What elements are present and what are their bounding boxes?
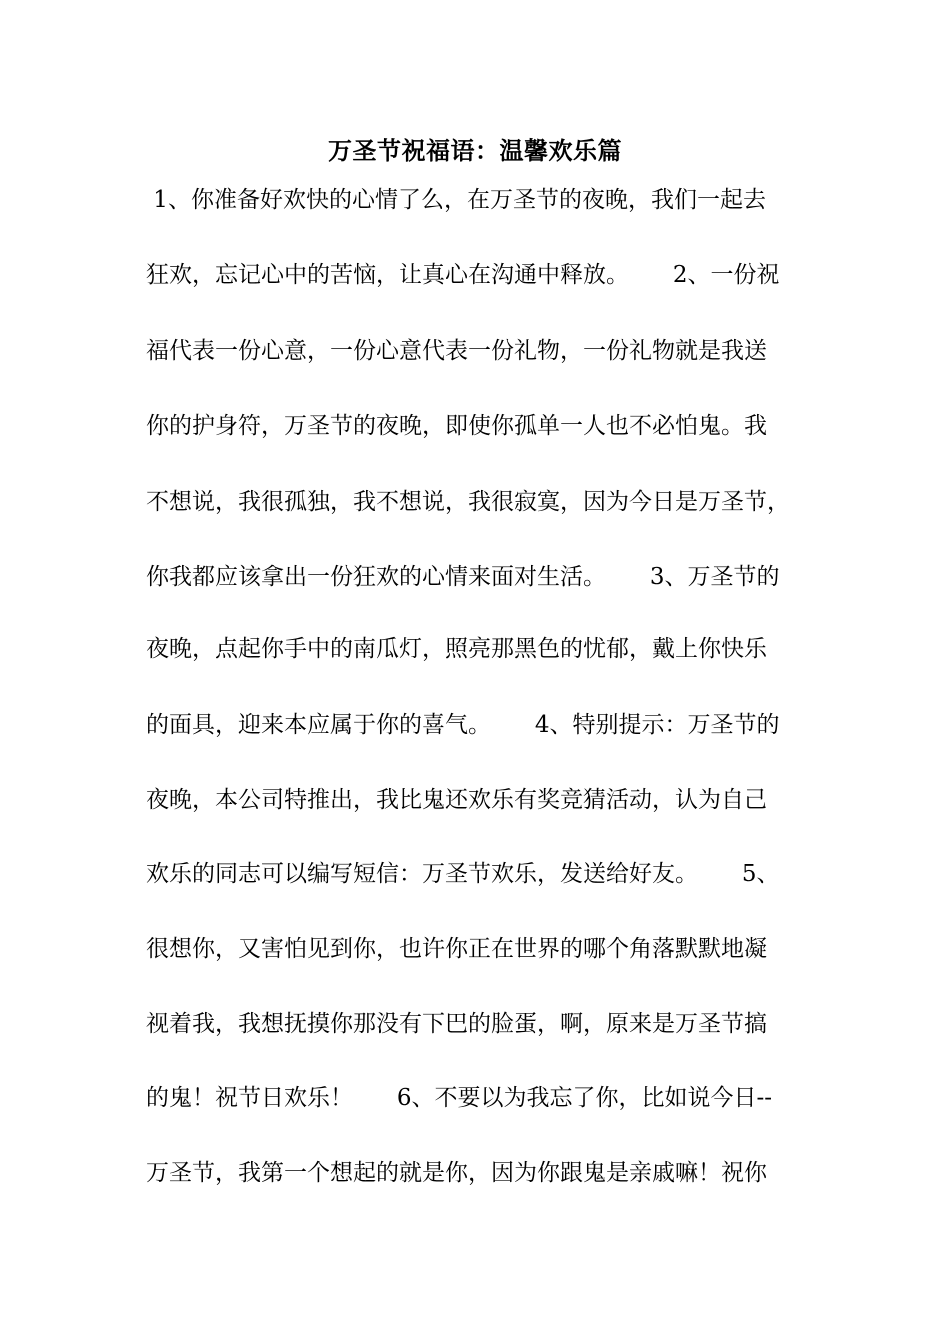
text-line: 视着我，我想抚摸你那没有下巴的脸蛋，啊，原来是万圣节搞 bbox=[146, 1011, 767, 1037]
text-line: 的鬼！祝节日欢乐！ 6、不要以为我忘了你，比如说今日-- bbox=[146, 1085, 773, 1111]
text-line: 万圣节，我第一个想起的就是你，因为你跟鬼是亲戚嘛！祝你 bbox=[146, 1160, 767, 1186]
text-line: 的面具，迎来本应属于你的喜气。 4、特别提示：万圣节的 bbox=[146, 712, 780, 738]
text-line: 福代表一份心意，一份心意代表一份礼物，一份礼物就是我送 bbox=[146, 338, 767, 364]
text-line: 你的护身符，万圣节的夜晚，即使你孤单一人也不必怕鬼。我 bbox=[146, 413, 767, 439]
text-line: 狂欢，忘记心中的苦恼，让真心在沟通中释放。 2、一份祝 bbox=[146, 262, 780, 288]
text-line: 夜晚，本公司特推出，我比鬼还欢乐有奖竞猜活动，认为自己 bbox=[146, 787, 767, 813]
text-line: 你我都应该拿出一份狂欢的心情来面对生活。 3、万圣节的 bbox=[146, 564, 780, 590]
text-line: 1、你准备好欢快的心情了么，在万圣节的夜晚，我们一起去 bbox=[146, 187, 766, 213]
text-line: 夜晚，点起你手中的南瓜灯，照亮那黑色的忧郁，戴上你快乐 bbox=[146, 636, 767, 662]
text-line: 欢乐的同志可以编写短信：万圣节欢乐，发送给好友。 5、 bbox=[146, 861, 780, 887]
page-title: 万圣节祝福语：温馨欢乐篇 bbox=[328, 136, 622, 165]
text-line: 不想说，我很孤独，我不想说，我很寂寞，因为今日是万圣节， bbox=[146, 489, 790, 515]
text-line: 很想你，又害怕见到你，也许你正在世界的哪个角落默默地凝 bbox=[146, 936, 767, 962]
